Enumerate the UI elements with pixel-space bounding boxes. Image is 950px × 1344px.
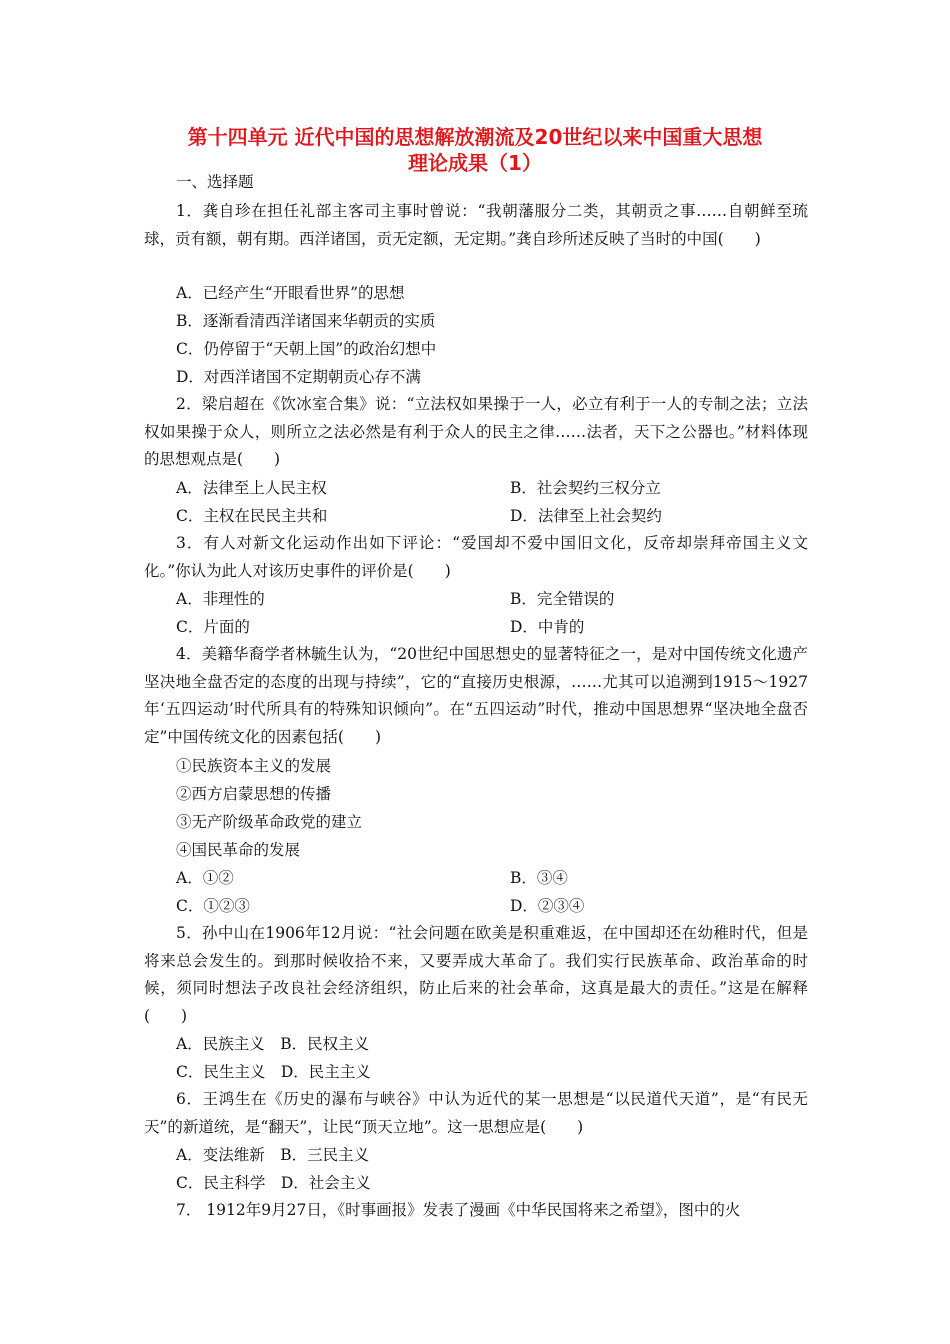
question-2-option-a: A．法律至上人民主权 <box>176 479 327 497</box>
question-5-options-ab: A．民族主义 B．民权主义 <box>176 1035 370 1053</box>
question-6-options-ab: A．变法维新 B．三民主义 <box>176 1146 370 1164</box>
question-4-option-c: C．①②③ <box>176 897 250 915</box>
question-7-stem <box>144 1197 808 1225</box>
question-5-options-cd: C．民生主义 D．民主主义 <box>176 1063 371 1081</box>
question-3-stem <box>144 530 808 586</box>
question-5-text: 5．孙中山在1906年12月说：“社会问题在欧美是积重难返，在中国却还在幼稚时代，但是将来总会发生的。到那时候收拾不来，又要弄成大革命了。我们实行民族革命、政治革命的时候，须同时想法子改良社会经济组织，防止后来的社会革命，这真是最大的责任。”这是在解释( ) <box>144 924 808 1025</box>
question-3-option-c: C．片面的 <box>176 618 250 636</box>
question-6-stem <box>144 1086 808 1142</box>
question-4-item-4: ④国民革命的发展 <box>176 841 301 859</box>
question-3-option-d: D．中肯的 <box>510 618 585 636</box>
question-4-option-d: D．②③④ <box>510 897 585 915</box>
question-1-option-b: B．逐渐看清西洋诸国来华朝贡的实质 <box>176 312 436 330</box>
page-title-line-1: 第十四单元 近代中国的思想解放潮流及20世纪以来中国重大思想 <box>187 125 763 149</box>
question-2-option-c: C．主权在民民主共和 <box>176 507 328 525</box>
question-6-options-cd: C．民主科学 D．社会主义 <box>176 1174 371 1192</box>
question-2-option-b: B．社会契约三权分立 <box>510 479 661 497</box>
question-1-text: 1．龚自珍在担任礼部主客司主事时曾说：“我朝藩服分二类，其朝贡之事……自朝鲜至琉球，贡有额，朝有期。西洋诸国，贡无定额，无定期。”龚自珍所述反映了当时的中国( ) <box>144 202 808 248</box>
question-1-option-d: D．对西洋诸国不定期朝贡心存不满 <box>176 368 421 386</box>
page-title-line-2: 理论成果（1） <box>408 151 542 175</box>
question-1-option-c: C．仍停留于“天朝上国”的政治幻想中 <box>176 340 437 358</box>
question-4-text: 4．美籍华裔学者林毓生认为，“20世纪中国思想史的显著特征之一，是对中国传统文化遗产坚决地全盘否定的态度的出现与持续”，它的“直接历史根源，……尤其可以追溯到1915～1927年‘五四运动’时代所具有的特殊知识倾向”。在“五四运动”时代，推动中国思想界“坚决地全盘否定”中国传统文化的因素包括( ) <box>144 645 808 746</box>
question-4-option-a: A．①② <box>176 869 234 887</box>
question-7-text: 7． 1912年9月27日，《时事画报》发表了漫画《中华民国将来之希望》，图中的火 <box>176 1201 741 1219</box>
question-4-item-3: ③无产阶级革命政党的建立 <box>176 813 363 831</box>
question-3-text: 3．有人对新文化运动作出如下评论：“爱国却不爱中国旧文化，反帝却崇拜帝国主义文化。”你认为此人对该历史事件的评价是( ) <box>144 534 808 580</box>
question-2-stem <box>144 391 808 475</box>
question-5-stem <box>144 920 808 1032</box>
question-1-option-a: A．已经产生“开眼看世界”的思想 <box>176 284 405 302</box>
question-4-item-2: ②西方启蒙思想的传播 <box>176 785 332 803</box>
question-2-option-d: D．法律至上社会契约 <box>510 507 662 525</box>
question-4-stem <box>144 641 808 753</box>
question-2-text: 2．梁启超在《饮冰室合集》说：“立法权如果操于一人，必立有利于一人的专制之法；立法权如果操于众人，则所立之法必然是有利于众人的民主之律……法者，天下之公器也。”材料体现的思想观点是( ) <box>144 395 808 469</box>
question-4-item-1: ①民族资本主义的发展 <box>176 757 332 775</box>
question-6-text: 6．王鸿生在《历史的瀑布与峡谷》中认为近代的某一思想是“以民道代天道”，是“有民无天”的新道统，是“翻天”，让民“顶天立地”。这一思想应是( ) <box>144 1090 808 1136</box>
question-1-stem <box>144 198 808 282</box>
question-3-option-a: A．非理性的 <box>176 590 265 608</box>
question-3-option-b: B．完全错误的 <box>510 590 615 608</box>
section-heading: 一、选择题 <box>176 173 254 191</box>
question-4-option-b: B．③④ <box>510 869 568 887</box>
